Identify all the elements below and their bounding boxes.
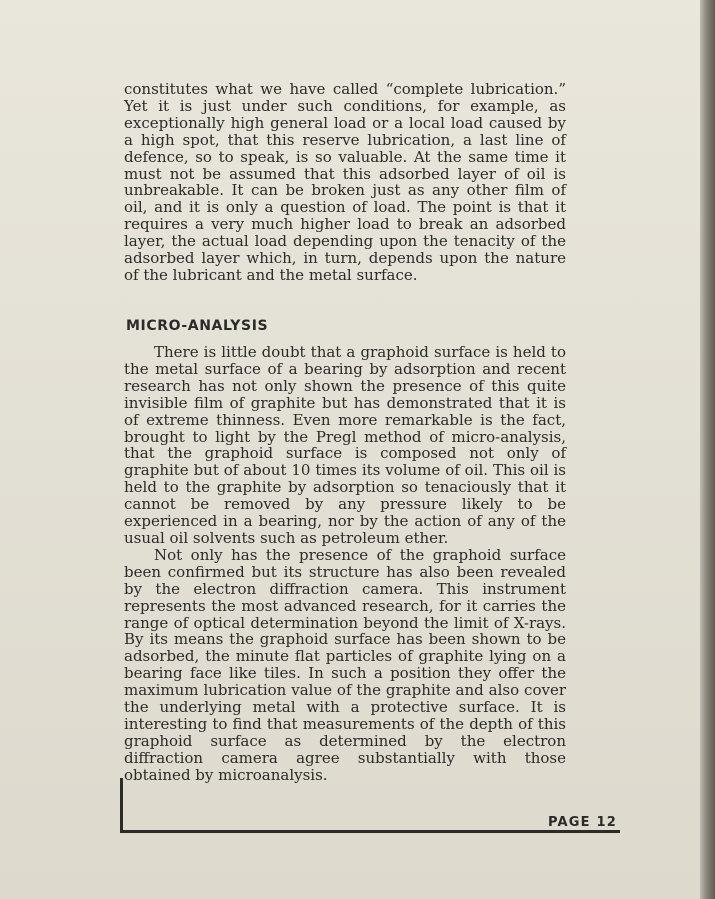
page-edge-shadow [700,0,715,899]
page-number: PAGE 12 [548,815,617,830]
intro-paragraph: constitutes what we have called “complete lubrication.” Yet it is just under such conditions, for example, as exceptionally high general load or a local load caused by a high spot, that this reserve lubrication, a last line of defence, so to speak, is so valuable. At the same time it must not be assumed that this adsorbed layer of oil is unbreakable. It can be broken just as any other film of oil, and it is only a question of load. The point is that it requires a very much higher load to break an adsorbed layer, the actual load depending upon the tenacity of the adsorbed layer which, in turn, depends upon the nature of the lubricant and the metal surface. [124,80,566,284]
footer-rule-horizontal [120,830,620,833]
section-paragraph-2: Not only has the presence of the graphoid surface been confirmed but its structure has also been revealed by the electron diffraction camera. This instrument represents the most advanced research, for it carries the range of optical determination beyond the limit of X-rays. By its means the graphoid surface has been shown to be adsorbed, the minute flat particles of graphite lying on a bearing face like tiles. In such a position they offer the maximum lubrication value of the graphite and also cover the underlying metal with a protective surface. It is interesting to find that measurements of the depth of this graphoid surface as determined by the electron diffraction camera agree substantially with those obtained by microanalysis. [124,545,566,784]
section-paragraph-1: There is little doubt that a graphoid surface is held to the metal surface of a bearing by adsorption and recent research has not only shown the presence of this quite invisible film of graphite but has demonstrated that it is of extreme thinness. Even more remarkable is the fact, brought to light by the Pregl method of micro-analysis, that the graphoid surface is composed not only of graphite but of about 10 times its volume of oil. This oil is held to the graphite by adsorption so tenaciously that it cannot be removed by any pressure likely to be experienced in a bearing, nor by the action of any of the usual oil solvents such as petroleum ether. [124,343,566,547]
body-text-block [124,81,566,284]
section-heading: MICRO-ANALYSIS [126,318,269,334]
footer-rule-vertical [120,778,123,832]
section-body [124,344,566,784]
